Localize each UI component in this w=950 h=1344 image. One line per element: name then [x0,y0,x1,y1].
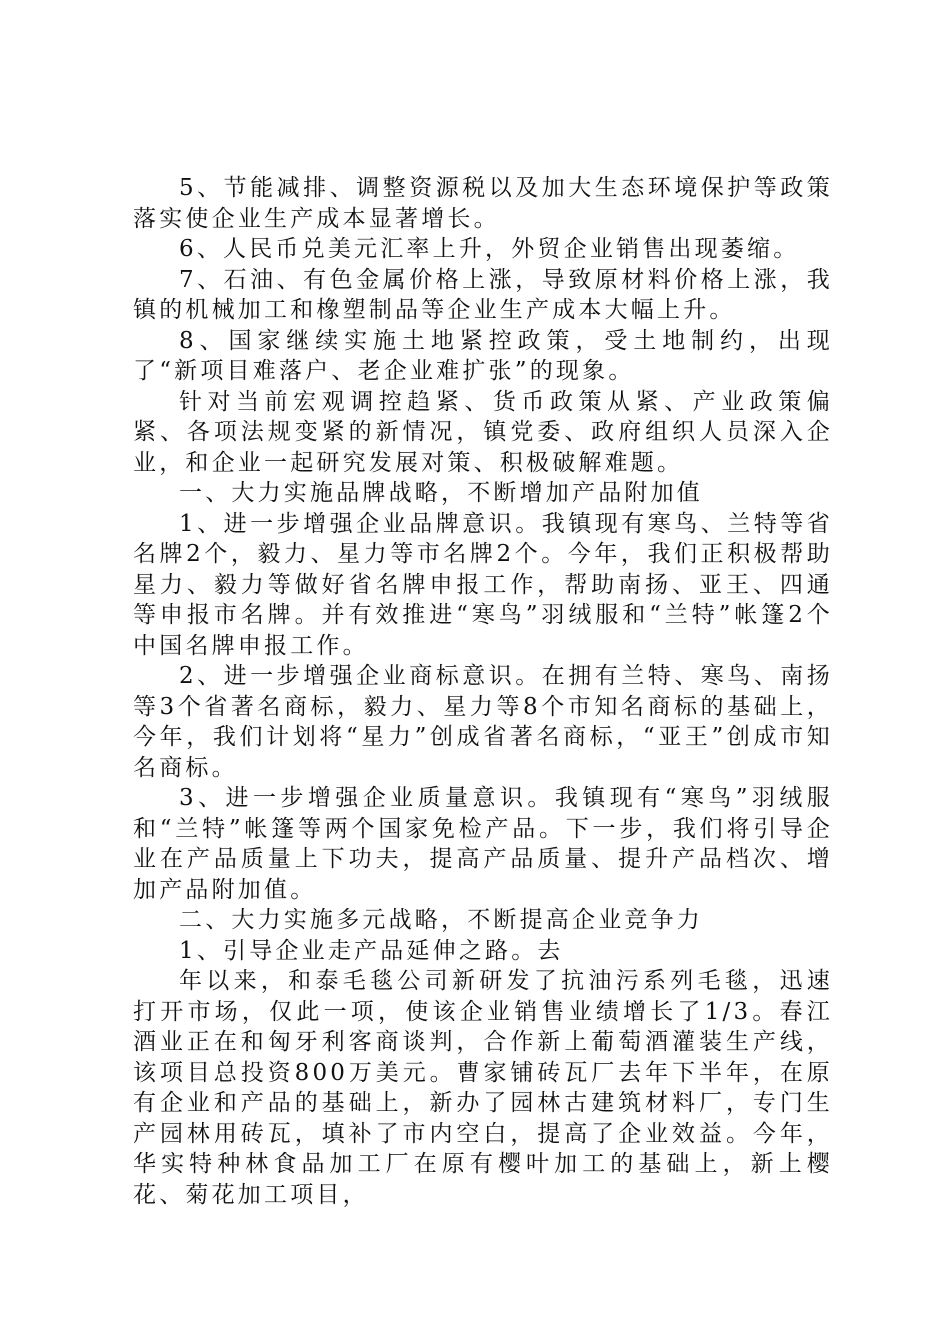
paragraph-4: 8、国家继续实施土地紧控政策，受土地制约，出现了“新项目难落户、老企业难扩张”的现象。 [133,327,833,384]
paragraph-2: 6、人民币兑美元汇率上升，外贸企业销售出现萎缩。 [179,236,800,262]
paragraph-10: 年以来，和泰毛毯公司新研发了抗油污系列毛毯，迅速打开市场，仅此一项，使该企业销售业绩增长了1/3。春江酒业正在和匈牙利客商谈判，合作新上葡萄酒灌装生产线，该项目总投资800万美元。曹家铺砖瓦厂去年下半年，在原有企业和产品的基础上，新办了园林古建筑材料厂，专门生产园林用砖瓦，填补了市内空白，提高了企业效益。今年，华实特种林食品加工厂在原有樱叶加工的基础上，新上樱花、菊花加工项目， [133,968,833,1208]
paragraph-6: 1、进一步增强企业品牌意识。我镇现有寒鸟、兰特等省名牌2个，毅力、星力等市名牌2个。今年，我们正积极帮助星力、毅力等做好省名牌申报工作，帮助南扬、亚王、四通等申报市名牌。并有效推进“寒鸟”羽绒服和“兰特”帐篷2个中国名牌申报工作。 [133,510,833,659]
paragraph-9: 1、引导企业走产品延伸之路。去 [179,937,564,964]
paragraph-7: 2、进一步增强企业商标意识。在拥有兰特、寒鸟、南扬等3个省著名商标，毅力、星力等8个市知名商标的基础上，今年，我们计划将“星力”创成省著名商标，“亚王”创成市知名商标。 [133,663,833,781]
document-body [133,173,833,1210]
section-heading-1: 一、大力实施品牌战略，不断增加产品附加值 [179,480,703,506]
paragraph-3: 7、石油、有色金属价格上涨，导致原材料价格上涨，我镇的机械加工和橡塑制品等企业生产成本大幅上升。 [133,266,833,323]
paragraph-5: 针对当前宏观调控趋紧、货币政策从紧、产业政策偏紧、各项法规变紧的新情况，镇党委、政府组织人员深入企业，和企业一起研究发展对策、积极破解难题。 [133,388,833,476]
section-heading-2: 二、大力实施多元战略，不断提高企业竞争力 [179,907,703,933]
paragraph-8: 3、进一步增强企业质量意识。我镇现有“寒鸟”羽绒服和“兰特”帐篷等两个国家免检产品。下一步，我们将引导企业在产品质量上下功夫，提高产品质量、提升产品档次、增加产品附加值。 [133,785,833,903]
paragraph-1: 5、节能减排、调整资源税以及加大生态环境保护等政策落实使企业生产成本显著增长。 [133,175,833,232]
